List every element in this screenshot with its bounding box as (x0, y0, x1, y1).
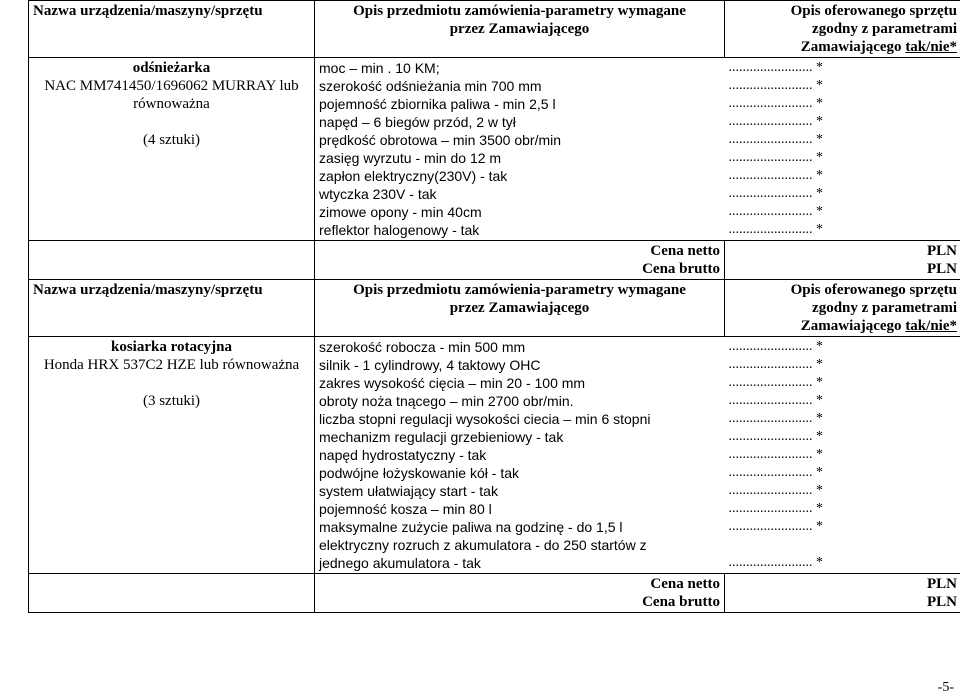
header-offer-cell: Opis oferowanego sprzętu zgodny z parametrami Zamawiającego tak/nie* (725, 280, 960, 337)
item-answers-cell (725, 337, 960, 574)
item-name-cell (29, 58, 315, 241)
param-line: napęd – 6 biegów przód, 2 w tył (319, 114, 516, 130)
answer-field[interactable]: ........................ * (728, 465, 823, 480)
answer-field[interactable]: ........................ * (728, 78, 823, 93)
header-row (29, 280, 960, 337)
item-quantity: (4 sztuki) (142, 132, 201, 148)
item-quantity: (3 sztuki) (142, 393, 201, 409)
param-line: zasięg wyrzutu - min do 12 m (319, 150, 502, 166)
param-line: zapłon elektryczny(230V) - tak (319, 168, 508, 184)
param-line: obroty noża tnącego – min 2700 obr/min. (319, 393, 574, 409)
price-empty-cell (29, 574, 315, 613)
item-row (29, 58, 960, 241)
param-line: elektryczny rozruch z akumulatora - do 250 startów z jednego akumulatora - tak (319, 537, 647, 571)
answer-field[interactable]: ........................ * (728, 204, 823, 219)
answer-field[interactable]: ........................ * (728, 96, 823, 111)
param-line: szerokość robocza - min 500 mm (319, 339, 526, 355)
param-line: mechanizm regulacji grzebieniowy - tak (319, 429, 564, 445)
answer-field[interactable]: ........................ * (728, 339, 823, 354)
answer-field[interactable]: ........................ * (728, 150, 823, 165)
answer-field[interactable]: ........................ * (728, 447, 823, 462)
param-line: podwójne łożyskowanie kół - tak (319, 465, 519, 481)
answer-field[interactable]: ........................ * (728, 411, 823, 426)
item-name-cell (29, 337, 315, 574)
item-params-cell (315, 58, 725, 241)
answer-field[interactable]: ........................ * (728, 168, 823, 183)
answer-field[interactable]: ........................ * (728, 483, 823, 498)
answer-field[interactable]: ........................ * (728, 519, 823, 534)
header-desc-cell: Opis przedmiotu zamówienia-parametry wymagane przez Zamawiającego (315, 1, 725, 58)
price-row (29, 574, 960, 613)
param-line: zakres wysokość cięcia – min 20 - 100 mm (319, 375, 586, 391)
page-number: -5- (937, 680, 954, 695)
answer-field[interactable]: ........................ * (728, 222, 823, 237)
header-name-cell: Nazwa urządzenia/maszyny/sprzętu (29, 1, 315, 58)
param-line: liczba stopni regulacji wysokości ciecia – min 6 stopni (319, 411, 651, 427)
param-line: napęd hydrostatyczny - tak (319, 447, 487, 463)
param-line: szerokość odśnieżania min 700 mm (319, 78, 542, 94)
param-line: wtyczka 230V - tak (319, 186, 437, 202)
price-label-cell (315, 241, 725, 280)
param-line: maksymalne zużycie paliwa na godzinę - do 1,5 l (319, 519, 623, 535)
gross-price-field[interactable]: PLN (927, 261, 957, 277)
net-price-label: Cena netto (650, 243, 720, 259)
answer-field[interactable]: ........................ * (728, 375, 823, 390)
answer-field[interactable]: ........................ * (728, 429, 823, 444)
price-row (29, 241, 960, 280)
specification-table (28, 0, 960, 613)
param-line: pojemność kosza – min 80 l (319, 501, 492, 517)
answer-field[interactable]: ........................ * (728, 60, 823, 75)
param-line: pojemność zbiornika paliwa - min 2,5 l (319, 96, 556, 112)
item-model-alt: równoważna (133, 96, 210, 112)
item-model: NAC MM741450/1696062 MURRAY lub (44, 78, 299, 94)
header-offer-cell: Opis oferowanego sprzętu zgodny z parametrami Zamawiającego tak/nie* (725, 1, 960, 58)
net-price-field[interactable]: PLN (927, 576, 957, 592)
answer-field[interactable]: ........................ * (728, 501, 823, 516)
header-row (29, 1, 960, 58)
answer-field[interactable]: ........................ * (728, 393, 823, 408)
gross-price-field[interactable]: PLN (927, 594, 957, 610)
param-line: silnik - 1 cylindrowy, 4 taktowy OHC (319, 357, 541, 373)
net-price-label: Cena netto (650, 576, 720, 592)
item-answers-cell (725, 58, 960, 241)
price-label-cell (315, 574, 725, 613)
answer-field[interactable]: ........................ * (728, 186, 823, 201)
answer-field[interactable]: ........................ * (728, 132, 823, 147)
price-currency-cell (725, 241, 960, 280)
price-currency-cell (725, 574, 960, 613)
answer-field[interactable]: ........................ * (728, 555, 823, 570)
item-row (29, 337, 960, 574)
net-price-field[interactable]: PLN (927, 243, 957, 259)
price-empty-cell (29, 241, 315, 280)
item-name: odśnieżarka (132, 60, 211, 76)
answer-field[interactable]: ........................ * (728, 357, 823, 372)
param-line: moc – min . 10 KM; (319, 60, 440, 76)
item-params-cell (315, 337, 725, 574)
param-line: zimowe opony - min 40cm (319, 204, 482, 220)
item-model: Honda HRX 537C2 HZE lub równoważna (43, 357, 300, 373)
param-line: system ułatwiający start - tak (319, 483, 498, 499)
param-line: prędkość obrotowa – min 3500 obr/min (319, 132, 562, 148)
gross-price-label: Cena brutto (642, 594, 720, 610)
param-line: reflektor halogenowy - tak (319, 222, 480, 238)
item-name: kosiarka rotacyjna (111, 339, 232, 355)
header-name-cell: Nazwa urządzenia/maszyny/sprzętu (29, 280, 315, 337)
header-desc-cell: Opis przedmiotu zamówienia-parametry wymagane przez Zamawiającego (315, 280, 725, 337)
answer-field[interactable]: ........................ * (728, 114, 823, 129)
gross-price-label: Cena brutto (642, 261, 720, 277)
